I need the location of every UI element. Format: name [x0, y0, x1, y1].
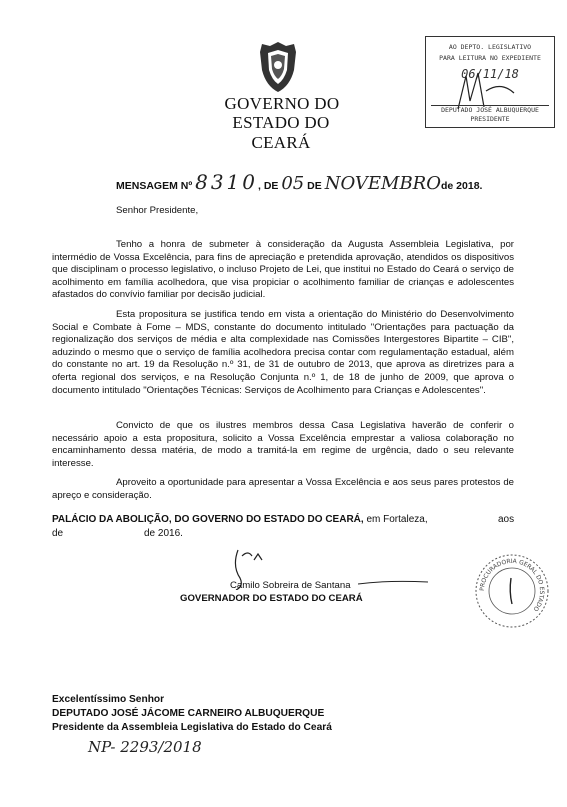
- signatory-title: GOVERNADOR DO ESTADO DO CEARÁ: [180, 593, 363, 604]
- seal-ring-text: PROCURADORIA GERAL DO ESTADO: [478, 557, 546, 613]
- signature-line: [358, 578, 428, 588]
- paragraph-4: Aproveito a oportunidade para apresentar a Vossa Excelência e aos seus pares protestos de apreço e consideração.: [52, 477, 514, 501]
- paragraph-1: Tenho a honra de submeter à consideração da Augusta Assembleia Legislativa, por intermédio de Vossa Excelência, para fins de apreciação e pretendida aprovação, atendidos os dispositivos que disciplinam o processo legislativo, o incluso Projeto de Lei, que institui no Estado do Ceará o serviço de acolhimento em família acolhedora, que visa propiciar o acolhimento familiar de crianças e adolescentes afastados do convívio familiar por decisão judicial.: [52, 239, 514, 301]
- message-label: MENSAGEM Nº: [116, 180, 193, 192]
- stamp-line-2: PARA LEITURA NO EXPEDIENTE: [439, 54, 541, 62]
- stamp-date: 06/11/18: [461, 67, 519, 81]
- message-number-line: [116, 170, 482, 194]
- closing-place-bold: PALÁCIO DA ABOLIÇÃO, DO GOVERNO DO ESTADO DO CEARÁ,: [52, 514, 364, 525]
- receipt-stamp: [425, 36, 555, 128]
- seal-stamp: [473, 552, 551, 630]
- header-line-1: GOVERNO DO: [224, 94, 340, 113]
- coat-of-arms-icon: [256, 40, 300, 94]
- stamp-line-4: PRESIDENTE: [470, 115, 510, 123]
- signatory-name: Camilo Sobreira de Santana: [230, 580, 351, 591]
- message-number: 8310: [195, 170, 258, 194]
- message-day: 05: [281, 173, 305, 194]
- message-year: 2018.: [456, 180, 483, 192]
- message-de-2: DE: [307, 180, 322, 192]
- addressee-line-1: Excelentíssimo Senhor: [52, 694, 165, 705]
- stamp-line-1: AO DEPTO. LEGISLATIVO: [448, 43, 532, 51]
- closing-place-rest: em Fortaleza,: [366, 514, 428, 525]
- closing-de: de: [52, 528, 64, 539]
- closing-year: de 2016.: [144, 528, 183, 539]
- salutation: Senhor Presidente,: [116, 205, 199, 216]
- paragraph-2: Esta propositura se justifica tendo em vista a orientação do Ministério do Desenvolvimento Social e Combate à Fome – MDS, constante do documento intitulado "Orientações para pactuação da regionalização dos serviços de média e alta complexidade nas Comissões Intergestores Bipartite – CIB", aduzindo o mesmo que o serviço de família acolhedora precisa contar com regulamentação estadual, além do constante no art. 19 da Resolução n.º 31, de 31 de outubro de 2013, que aprova as diretrizes para a oferta regional dos serviços, e na Resolução Conjunta n.º 1, de 18 de junho de 2009, que aprova o documento intitulado "Orientações Técnicas: Serviços de Acolhimento para Crianças e Adolescentes".: [52, 309, 514, 396]
- message-month: NOVEMBRO: [324, 173, 441, 194]
- stamp-line-3: DEPUTADO JOSÉ ALBUQUERQUE: [431, 105, 549, 114]
- closing-place: [52, 514, 514, 527]
- closing-aos: aos: [498, 514, 515, 525]
- addressee-line-3: Presidente da Assembleia Legislativa do Estado do Ceará: [52, 722, 332, 733]
- paragraph-3: Convicto de que os ilustres membros dessa Casa Legislativa haverão de conferir o necessário apoio a esta propositura, solicito a Vossa Excelência emprestar a valiosa colaboração no encaminhamento dessa matéria, de modo a tramitá-la em regime de urgência, dado o seu relevante interesse.: [52, 420, 514, 469]
- header-line-2: ESTADO DO CEARÁ: [232, 113, 330, 152]
- addressee-line-2: DEPUTADO JOSÉ JÁCOME CARNEIRO ALBUQUERQUE: [52, 708, 325, 719]
- message-de-1: , DE: [258, 180, 279, 192]
- handwritten-note: NP- 2293/2018: [88, 738, 202, 756]
- message-year-prefix: de: [440, 180, 454, 192]
